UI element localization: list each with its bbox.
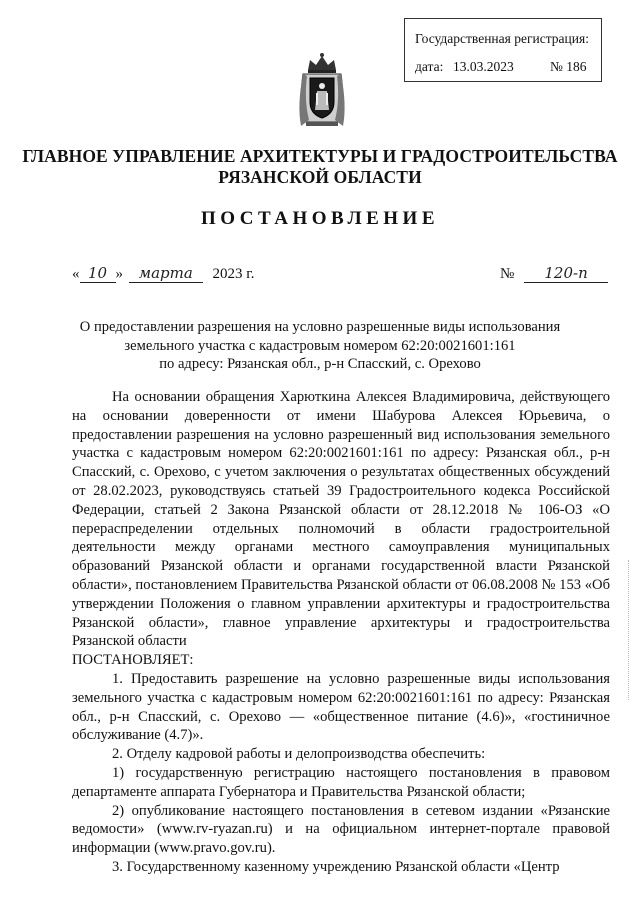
scan-margin-mark — [628, 560, 637, 700]
date-year: 2023 г. — [212, 266, 255, 282]
resolves-heading: ПОСТАНОВЛЯЕТ: — [72, 652, 194, 669]
document-type: ПОСТАНОВЛЕНИЕ — [200, 208, 440, 229]
registration-date: 13.03.2023 — [453, 59, 514, 74]
date-close-quote: » — [115, 266, 123, 282]
number-value: 120-п — [524, 266, 608, 283]
date-month: марта — [129, 266, 203, 283]
document-body — [72, 388, 610, 877]
date-open-quote: « — [72, 266, 80, 282]
registration-number: № 186 — [550, 59, 587, 74]
subject-line-2: земельного участка с кадастровым номером 62:20:0021601:161 — [124, 337, 516, 354]
item-2-1-paragraph: 1) государственную регистрацию настоящего постановления в правовом департаменте аппарата Губернатора и Правительства Рязанской области; — [72, 764, 610, 800]
organization-name: ГЛАВНОЕ УПРАВЛЕНИЕ АРХИТЕКТУРЫ И ГРАДОСТРОИТЕЛЬСТВА — [22, 146, 618, 166]
subject-line-3: по адресу: Рязанская обл., р-н Спасский, с. Орехово — [159, 356, 481, 372]
subject-line-1: О предоставлении разрешения на условно разрешенные виды использования — [79, 319, 561, 335]
date-day: 10 — [80, 266, 116, 283]
item-3-paragraph: 3. Государственному казенному учреждению Рязанской области «Центр — [112, 858, 560, 875]
document-number — [500, 266, 608, 283]
document-date — [72, 266, 254, 283]
registration-stamp — [404, 18, 602, 82]
item-1-paragraph: 1. Предоставить разрешение на условно разрешенные виды использования земельного участка с кадастровым номером 62:20:0021601:161 по адресу: Рязанская обл., р-н Спасский, с. Орехово — «общественное питание (4.6)», «гостиничное обслуживание (4.7)». — [72, 670, 610, 744]
registration-date-label: дата: — [415, 59, 444, 74]
organization-region: РЯЗАНСКОЙ ОБЛАСТИ — [218, 167, 422, 187]
ryazan-coat-of-arms-icon — [295, 50, 349, 130]
number-label: № — [500, 266, 515, 282]
preamble-paragraph: На основании обращения Харюткина Алексея Владимировича, действующего на основании доверенности от имени Шабурова Алексея Юрьевича, о предоставлении разрешения на условно разрешенный вид использования земельного участка с кадастровым номером 62:20:0021601:161 по адресу: Рязанская обл., р-н Спасский, с. Орехово, с учетом заключения о результатах общественных обсуждений от 28.02.2023, руководствуясь статьей 39 Градостроительного кодекса Российской Федерации, статьей 2 Закона Рязанской области от 28.12.2018 № 106-ОЗ «О перераспределении отдельных полномочий в области градостроительной деятельности между органами местного самоуправления муниципальных образований Рязанской области и органами государственной власти Рязанской области», постановлением Правительства Рязанской области от 06.08.2008 № 153 «Об утверждении Положения о главном управлении архитектуры и градостроительства Рязанской области», главное управление архитектуры и градостроительства Рязанской области — [72, 389, 610, 650]
item-2-2-paragraph: 2) опубликование настоящего постановления в сетевом издании «Рязанские ведомости» (www.rv-ryazan.ru) и на официальном интернет-портале правовой информации (www.pravo.gov.ru). — [72, 802, 610, 857]
registration-title: Государственная регистрация: — [415, 31, 589, 46]
item-2-paragraph: 2. Отделу кадровой работы и делопроизводства обеспечить: — [112, 746, 486, 763]
document-subject — [40, 318, 600, 374]
